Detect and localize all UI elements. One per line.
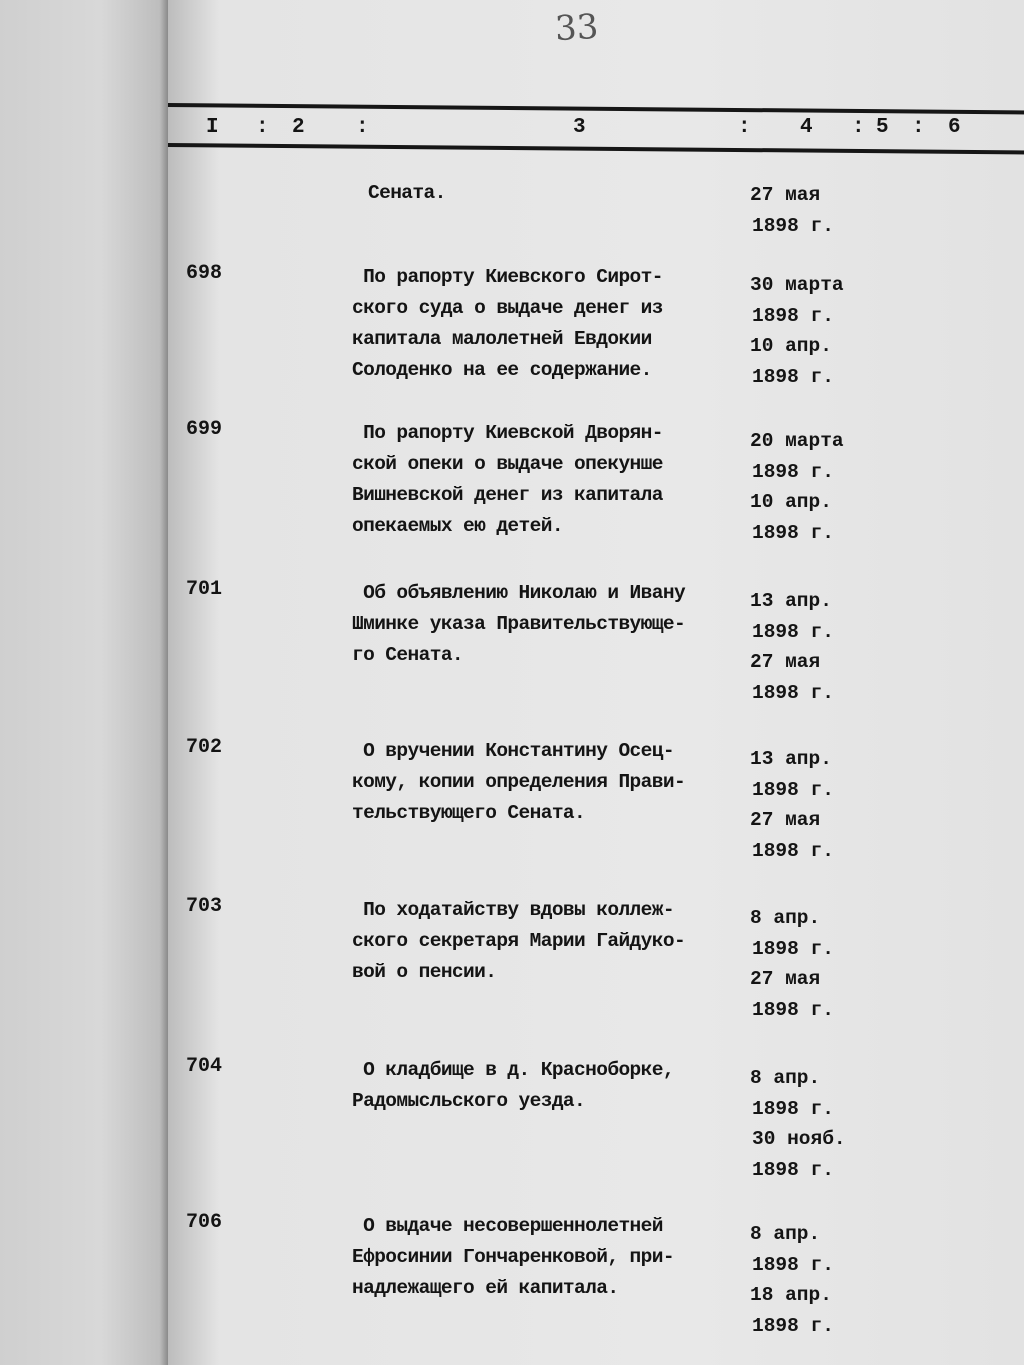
column-header-3: 3 xyxy=(573,116,586,139)
entry-number: 698 xyxy=(186,262,223,285)
description-line: По рапорту Киевской Дворян- xyxy=(352,422,663,444)
entry-description xyxy=(352,418,663,542)
description-line: Радомысльского уезда. xyxy=(352,1090,586,1112)
date-line: 10 апр. xyxy=(750,335,832,357)
entry-number: 699 xyxy=(186,418,223,441)
date-line: 1898 г. xyxy=(752,1158,834,1181)
description-line: Вишневской денег из капитала xyxy=(352,484,663,506)
date-line: 8 апр. xyxy=(750,907,821,929)
left-page-edge xyxy=(0,0,168,1365)
column-separator: : xyxy=(738,116,751,139)
folio-number: 33 xyxy=(553,6,600,50)
description-line: ского секретаря Марии Гайдуко- xyxy=(352,930,686,952)
description-line: ской опеки о выдаче опекунше xyxy=(352,453,663,475)
description-line: По ходатайству вдовы коллеж- xyxy=(352,899,674,921)
date-line: 8 апр. xyxy=(750,1223,821,1245)
entry-number: 704 xyxy=(186,1055,223,1078)
column-header-2: 2 xyxy=(292,116,305,139)
column-separator: : xyxy=(356,116,369,139)
description-line: тельствующего Сената. xyxy=(352,802,586,824)
date-line: 1898 г. xyxy=(752,839,834,862)
date-line: 1898 г. xyxy=(752,365,834,388)
date-line: 30 марта xyxy=(750,274,844,296)
date-line: 13 апр. xyxy=(750,748,832,770)
date-line: 27 мая xyxy=(750,651,821,673)
entry-description xyxy=(352,736,685,829)
entry-dates xyxy=(750,270,844,392)
entry-number: 702 xyxy=(186,736,223,759)
entry-description xyxy=(352,895,685,988)
column-header-4: 4 xyxy=(800,116,813,139)
date-line: 10 апр. xyxy=(750,491,832,513)
date-line: 1898 г. xyxy=(752,1097,834,1120)
entry-description xyxy=(352,1211,674,1304)
entry-description xyxy=(352,262,663,386)
date-line: 8 апр. xyxy=(750,1067,821,1089)
date-line: 30 нояб. xyxy=(752,1128,846,1150)
description-line: О вручении Константину Осец- xyxy=(352,740,674,762)
description-line: Солоденко на ее содержание. xyxy=(352,359,652,381)
description-line: Сената. xyxy=(368,182,446,204)
entry-dates xyxy=(750,903,834,1025)
document-page xyxy=(168,0,1024,1365)
column-header-5: 5 xyxy=(876,116,889,139)
date-line: 27 мая xyxy=(750,968,821,990)
column-header-6: 6 xyxy=(948,116,961,139)
description-line: го Сената. xyxy=(352,644,464,666)
date-line: 13 апр. xyxy=(750,590,832,612)
date-line: 1898 г. xyxy=(752,460,834,483)
date-line: 1898 г. xyxy=(752,620,834,643)
entry-dates xyxy=(750,1219,834,1341)
description-line: О выдаче несовершеннолетней xyxy=(352,1215,663,1237)
date-line: 18 апр. xyxy=(750,1284,832,1306)
entry-dates xyxy=(750,426,844,548)
date-line: 1898 г. xyxy=(752,521,834,544)
description-line: капитала малолетней Евдокии xyxy=(352,328,652,350)
date-line: 1898 г. xyxy=(752,214,834,237)
date-line: 27 мая xyxy=(750,809,821,831)
description-line: По рапорту Киевского Сирот- xyxy=(352,266,663,288)
date-line: 1898 г. xyxy=(752,681,834,704)
entry-dates xyxy=(750,180,834,241)
column-separator: : xyxy=(852,116,865,139)
description-line: ского суда о выдаче денег из xyxy=(352,297,663,319)
column-header-1: I xyxy=(206,116,219,139)
column-separator: : xyxy=(912,116,925,139)
date-line: 1898 г. xyxy=(752,937,834,960)
description-line: вой о пенсии. xyxy=(352,961,497,983)
entry-number: 706 xyxy=(186,1211,223,1234)
column-separator: : xyxy=(256,116,269,139)
date-line: 27 мая xyxy=(750,184,821,206)
description-line: опекаемых ею детей. xyxy=(352,515,563,537)
description-line: кому, копии определения Прави- xyxy=(352,771,686,793)
description-line: Об объявлению Николаю и Ивану xyxy=(352,582,686,604)
date-line: 1898 г. xyxy=(752,1314,834,1337)
entry-dates xyxy=(750,586,834,708)
date-line: 20 марта xyxy=(750,430,844,452)
description-line: Шминке указа Правительствующе- xyxy=(352,613,686,635)
entry-dates xyxy=(750,744,834,866)
date-line: 1898 г. xyxy=(752,304,834,327)
date-line: 1898 г. xyxy=(752,998,834,1021)
entry-dates xyxy=(750,1063,846,1185)
description-line: надлежащего ей капитала. xyxy=(352,1277,619,1299)
entry-number: 703 xyxy=(186,895,223,918)
description-line: Ефросинии Гончаренковой, при- xyxy=(352,1246,674,1268)
entry-number: 701 xyxy=(186,578,223,601)
date-line: 1898 г. xyxy=(752,1253,834,1276)
entry-description xyxy=(352,578,685,671)
entry-description xyxy=(368,178,446,209)
entry-description xyxy=(352,1055,674,1117)
description-line: О кладбище в д. Красноборке, xyxy=(352,1059,674,1081)
date-line: 1898 г. xyxy=(752,778,834,801)
